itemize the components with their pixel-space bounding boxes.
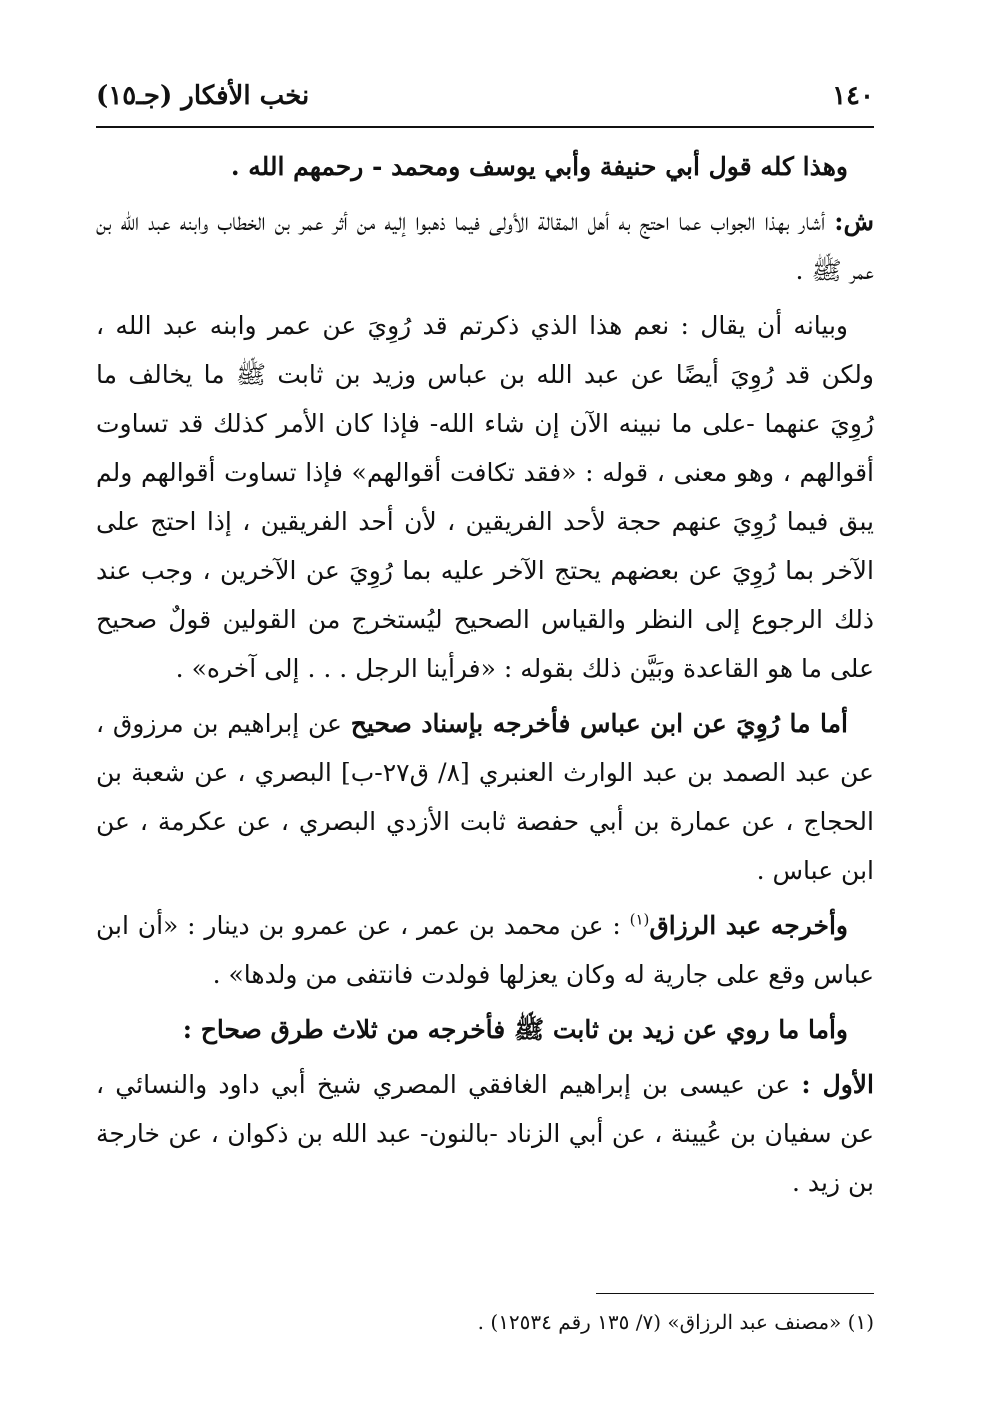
paragraph-3: وبيانه أن يقال : نعم هذا الذي ذكرتم قد رُوِيَ عن عمر وابنه عبد الله ، ولكن قد رُوِيَ أيضًا عن عبد الله بن عباس وزيد بن ثابت ﷺ ما يخالف ما رُوِيَ عنهما -على ما نبينه الآن إن شاء الله- فإذا كان الأمر كذلك قد تساوت أقوالهم ، وهو معنى ، قوله : «فقد تكافت أقوالهم» فإذا تساوت أقوالهم ولم يبق فيما رُوِيَ عنهم حجة لأحد الفريقين ، لأن أحد الفريقين ، إذا احتج على الآخر بما رُوِيَ عن بعضهم يحتج الآخر عليه بما رُوِيَ عن الآخرين ، وجب عند ذلك الرجوع إلى النظر والقياس الصحيح ليُستخرج من القولين قولٌ صحيح على ما هو القاعدة وبَيَّن ذلك بقوله : «فرأينا الرجل . . . إلى آخره» . <box>96 311 874 683</box>
paragraph-7 <box>96 1060 874 1207</box>
page-number: ١٤٠ <box>832 81 874 111</box>
paragraph-7-label: الأول : <box>801 1070 875 1099</box>
paragraph-6: وأما ما روي عن زيد بن ثابت ﷺ فأخرجه من ثلاث طرق صحاح : <box>182 1015 848 1044</box>
paragraph-4-text: عن إبراهيم بن مرزوق ، عن عبد الصمد بن عبد الوارث العنبري [٨/ ق٢٧-ب] البصري ، عن شعبة بن الحجاج ، عن عمارة بن أبي حفصة ثابت الأزدي البصري ، عن عكرمة ، عن ابن عباس . <box>96 709 874 885</box>
footnote-rule <box>596 1293 874 1294</box>
paragraph-2 <box>96 197 874 295</box>
paragraph-5-text: : عن محمد بن عمر ، عن عمرو بن دينار : «أن ابن عباس وقع على جارية له وكان يعزلها فولدت فانتفى من ولدها» . <box>96 911 874 989</box>
header-rule <box>96 126 874 128</box>
footnote: (١) «مصنف عبد الرزاق» (٧/ ١٣٥ رقم ١٢٥٣٤) . <box>477 1310 874 1334</box>
paragraph-7-text: عن عيسى بن إبراهيم الغافقي المصري شيخ أبي داود والنسائي ، عن سفيان بن عُيينة ، عن أبي الزناد -بالنون- عبد الله بن ذكوان ، عن خارجة بن زيد . <box>96 1070 874 1197</box>
paragraph-5 <box>96 901 874 999</box>
page-header <box>96 74 874 118</box>
paragraph-2-label: ش: <box>834 207 874 236</box>
body-text <box>96 142 874 1213</box>
book-title: نخب الأفكار (جـ١٥) <box>96 81 310 111</box>
paragraph-4 <box>96 699 874 895</box>
paragraph-2-text: أشار بهذا الجواب عما احتج به أهل المقالة الأولى فيما ذهبوا إليه من أثر عمر بن الخطاب وابنه عبد الله بن عمر ﷺ . <box>96 207 874 285</box>
paragraph-5-bold: وأخرجه عبد الرزاق <box>649 911 848 940</box>
paragraph-4-bold: أما ما رُوِيَ عن ابن عباس فأخرجه بإسناد صحيح <box>350 709 848 738</box>
paragraph-1: وهذا كله قول أبي حنيفة وأبي يوسف ومحمد - رحمهم الله . <box>230 152 848 181</box>
footnote-marker[interactable]: (١) <box>629 910 650 929</box>
